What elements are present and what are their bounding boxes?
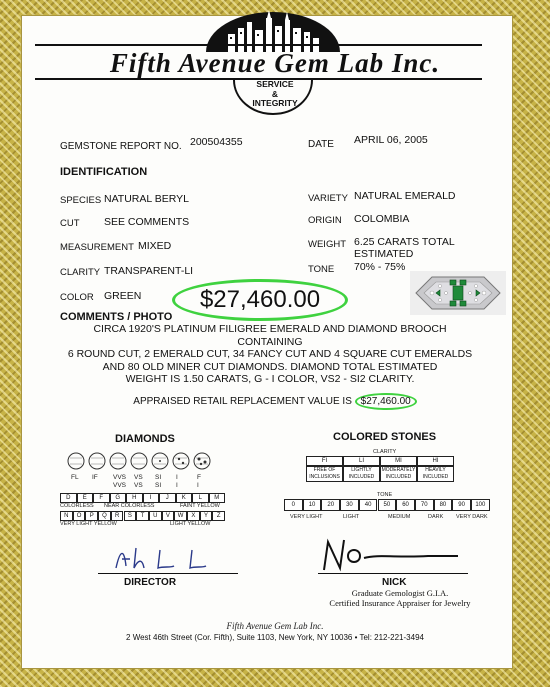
colored-clarity-grade: HI: [417, 456, 454, 466]
tone-value-cell: 40: [359, 499, 378, 511]
color-grade-cell: E: [77, 493, 94, 503]
nick-credentials: [300, 588, 500, 608]
label-near-colorless: NEAR COLORLESS: [104, 503, 155, 509]
report-number: 200504355: [190, 136, 243, 148]
measurement-value: MIXED: [138, 240, 172, 252]
clarity-caption: CLARITY: [373, 449, 397, 455]
diamonds-heading: DIAMONDS: [115, 433, 175, 445]
date-label: DATE: [308, 139, 334, 150]
label-colorless: COLORLESS: [60, 503, 94, 509]
colored-clarity-grade: LI: [343, 456, 380, 466]
colored-clarity-grade: FI: [306, 456, 343, 466]
diamond-clarity-sublabel: VVS: [113, 482, 127, 489]
weight-label: WEIGHT: [308, 239, 346, 250]
label-faint-yellow: FAINT YELLOW: [180, 503, 220, 509]
nick-title-2: Certified Insurance Appraiser for Jewelry: [329, 598, 471, 608]
header-rule-top: [35, 44, 482, 46]
variety-value: NATURAL EMERALD: [354, 190, 456, 202]
report-date: APRIL 06, 2005: [354, 134, 428, 146]
colored-clarity-desc: FREE OF INCLUSIONS: [306, 466, 343, 482]
price-value: $27,460.00: [199, 286, 321, 313]
tone-value-cell: 100: [471, 499, 490, 511]
director-label: DIRECTOR: [124, 577, 177, 588]
tone-label: DARK: [428, 514, 444, 520]
tone-label: TONE: [308, 264, 335, 275]
color-grade-cell: R: [111, 511, 124, 521]
tone-caption: TONE: [377, 492, 393, 498]
color-grade-cell: J: [159, 493, 176, 503]
color-grade-cell: V: [162, 511, 175, 521]
footer-brand: Fifth Avenue Gem Lab Inc.: [226, 621, 324, 631]
company-title: Fifth Avenue Gem Lab Inc.: [109, 48, 441, 78]
comments-line-4: WEIGHT IS 1.50 CARATS, G - I COLOR, VS2 - SI2 CLARITY.: [125, 373, 415, 385]
tone-value-cell: 80: [434, 499, 453, 511]
color-grade-cell: N: [60, 511, 73, 521]
nick-name: NICK: [382, 577, 407, 588]
diamond-clarity-sublabel: I: [176, 482, 178, 489]
diamond-clarity-label: VVS: [113, 474, 127, 481]
color-grade-cell: Y: [200, 511, 213, 521]
identification-heading: IDENTIFICATION: [60, 166, 148, 178]
motto-integrity: INTEGRITY: [252, 98, 298, 108]
color-grade-cell: P: [85, 511, 98, 521]
nick-signature: [318, 536, 468, 576]
tone-value-cell: 90: [452, 499, 471, 511]
tone-value: 70% - 75%: [354, 261, 406, 273]
colored-clarity-desc: MODERATELY INCLUDED: [381, 467, 416, 480]
color-grade-cell: I: [143, 493, 160, 503]
color-grade-cell: W: [174, 511, 187, 521]
origin-value: COLOMBIA: [354, 213, 410, 225]
brooch-photo: [410, 271, 506, 315]
tone-value-cell: 0: [284, 499, 303, 511]
weight-value-line1: 6.25 CARATS TOTAL: [354, 236, 455, 248]
diamond-clarity-label: VS: [134, 474, 143, 481]
diamond-clarity-label: F: [197, 474, 201, 481]
tone-value-cell: 10: [303, 499, 322, 511]
color-grade-cell: U: [149, 511, 162, 521]
origin-label: ORIGIN: [308, 215, 342, 226]
motto-amp: &: [271, 88, 279, 99]
color-grade-cell: O: [73, 511, 86, 521]
tone-value-cell: 70: [415, 499, 434, 511]
color-grade-cell: X: [187, 511, 200, 521]
weight-value-line2: ESTIMATED: [354, 248, 414, 260]
colored-clarity-desc: LIGHTLY INCLUDED: [343, 466, 380, 482]
color-label: COLOR: [60, 292, 94, 303]
colored-clarity-grade: MI: [380, 456, 417, 466]
diamond-clarity-icons: [66, 450, 226, 472]
measurement-label: MEASUREMENT: [60, 242, 134, 253]
tone-value-cell: 30: [340, 499, 359, 511]
variety-label: VARIETY: [308, 193, 348, 204]
motto-service: SERVICE: [256, 79, 294, 89]
species-value: NATURAL BERYL: [104, 193, 189, 205]
tone-label: LIGHT: [343, 514, 360, 520]
color-grade-cell: H: [126, 493, 143, 503]
diamond-clarity-label: SI: [155, 474, 162, 481]
diamond-clarity-sublabel: SI: [155, 482, 162, 489]
tone-label: MEDIUM: [388, 514, 411, 520]
color-grade-cell: F: [93, 493, 110, 503]
color-grade-cell: Q: [98, 511, 111, 521]
comments-text: [60, 323, 480, 386]
color-grade-cell: Z: [212, 511, 225, 521]
report-number-label: GEMSTONE REPORT NO.: [60, 141, 182, 152]
tone-value-cell: 50: [378, 499, 397, 511]
diamond-clarity-sublabel: VS: [134, 482, 143, 489]
colored-stones-heading: COLORED STONES: [333, 431, 437, 443]
species-label: SPECIES: [60, 195, 102, 206]
director-signature: [108, 544, 228, 574]
tone-value-cell: 60: [396, 499, 415, 511]
colored-clarity-desc: HEAVILY INCLUDED: [417, 466, 454, 482]
cut-label: CUT: [60, 218, 80, 229]
tone-label: VERY LIGHT: [290, 514, 323, 520]
appraised-label: APPRAISED RETAIL REPLACEMENT VALUE IS: [133, 396, 352, 407]
director-signature-line: [98, 573, 238, 574]
diamond-clarity-label: IF: [92, 474, 98, 481]
color-grade-cell: K: [176, 493, 193, 503]
comments-line-3: AND 80 OLD MINER CUT DIAMONDS. DIAMOND TOTAL ESTIMATED: [102, 360, 438, 373]
color-grade-cell: T: [136, 511, 149, 521]
cut-value: SEE COMMENTS: [104, 216, 190, 228]
diamond-clarity-sublabel: I: [197, 482, 199, 489]
comments-line-2: 6 ROUND CUT, 2 EMERALD CUT, 34 FANCY CUT AND 4 SQUARE CUT EMERALDS: [67, 348, 473, 360]
clarity-value: TRANSPARENT-LI: [104, 265, 194, 277]
color-grade-cell: D: [60, 493, 77, 503]
nick-title-1: Graduate Gemologist G.I.A.: [351, 588, 449, 598]
clarity-label: CLARITY: [60, 267, 101, 278]
comments-heading: COMMENTS / PHOTO: [60, 311, 173, 323]
nick-signature-line: [318, 573, 468, 574]
diamond-clarity-label: FL: [71, 474, 79, 481]
color-grade-cell: G: [110, 493, 127, 503]
footer-address: 2 West 46th Street (Cor. Fifth), Suite 1103, New York, NY 10036 • Tel: 212-221-3494: [126, 633, 424, 642]
appraised-value-line: [0, 396, 550, 407]
motto: [240, 80, 310, 109]
appraised-value: $27,460.00: [355, 393, 417, 410]
color-value: GREEN: [104, 290, 142, 302]
color-grade-cell: L: [192, 493, 209, 503]
tone-value-cell: 20: [321, 499, 340, 511]
label-very-light-yellow: VERY LIGHT YELLOW: [60, 521, 117, 527]
color-grade-cell: M: [209, 493, 226, 503]
label-light-yellow: LIGHT YELLOW: [170, 521, 211, 527]
diamond-clarity-label: I: [176, 474, 178, 481]
tone-label: VERY DARK: [456, 514, 488, 520]
color-grade-cell: S: [124, 511, 137, 521]
comments-line-1: CIRCA 1920'S PLATINUM FILIGREE EMERALD AND DIAMOND BROOCH CONTAINING: [93, 323, 447, 348]
